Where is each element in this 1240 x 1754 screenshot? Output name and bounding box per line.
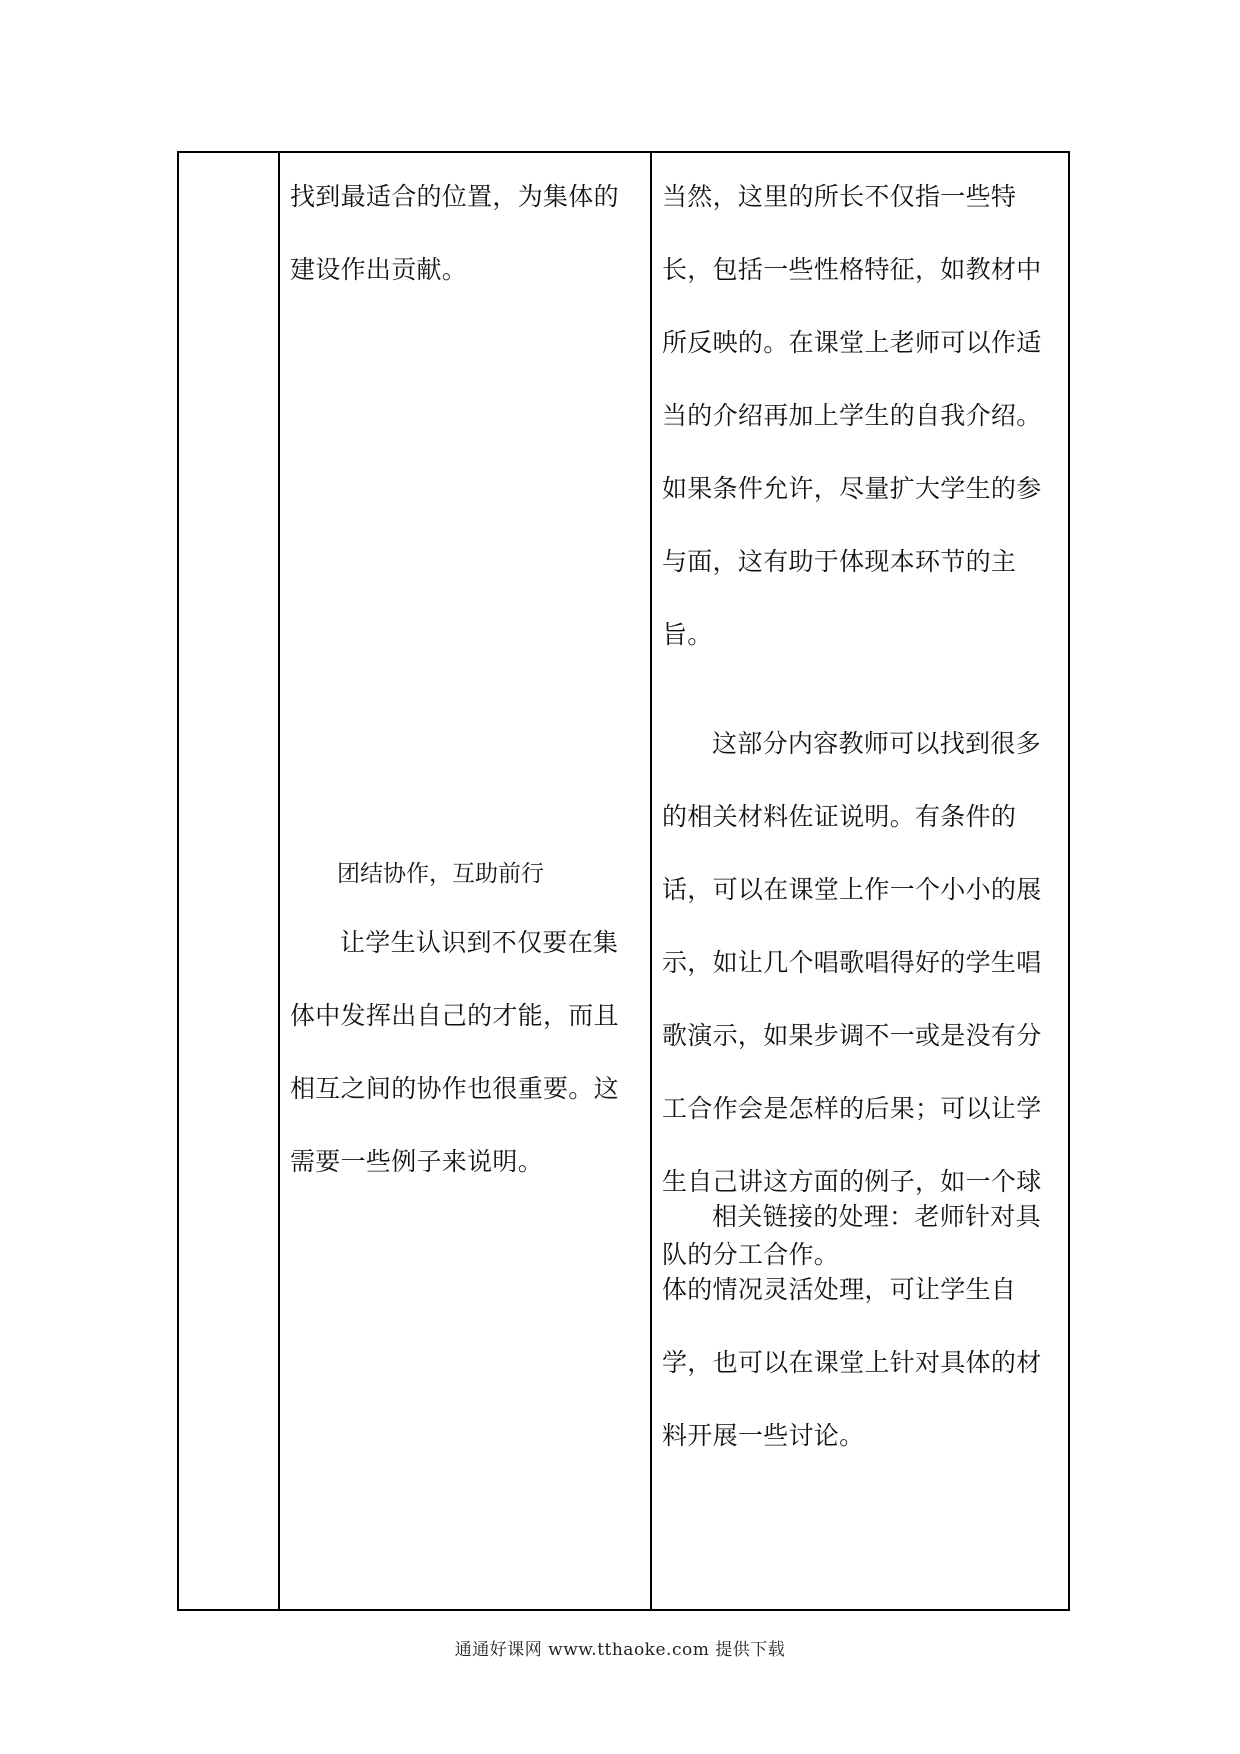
column-divider-1	[278, 153, 280, 1609]
col2-subheading: 团结协作，互助前行	[337, 861, 544, 887]
col2-top-text: 找到最适合的位置，为集体的建设作出贡献。	[290, 182, 619, 284]
lesson-table	[177, 151, 1070, 1611]
col2-body-text: 让学生认识到不仅要在集体中发挥出自己的才能，而且相互之间的协作也很重要。这需要一些例子来说明。	[290, 928, 619, 1176]
col3-paragraph-1: 当然，这里的所长不仅指一些特长，包括一些性格特征，如教材中所反映的。在课堂上老师可以作适当的介绍再加上学生的自我介绍。如果条件允许，尽量扩大学生的参与面，这有助于体现本环节的主旨。	[662, 182, 1042, 649]
page-footer: 通通好课网 www.tthaoke.com 提供下载	[454, 1640, 786, 1660]
column-divider-2	[650, 153, 652, 1609]
col3-paragraph-2: 这部分内容教师可以找到很多的相关材料佐证说明。有条件的话，可以在课堂上作一个小小的展示，如让几个唱歌唱得好的学生唱歌演示，如果步调不一或是没有分工合作会是怎样的后果；可以让学生自己讲这方面的例子，如一个球队的分工合作。	[662, 729, 1042, 1269]
col3-paragraph-3: 相关链接的处理：老师针对具体的情况灵活处理，可让学生自学，也可以在课堂上针对具体的材料开展一些讨论。	[662, 1202, 1042, 1450]
